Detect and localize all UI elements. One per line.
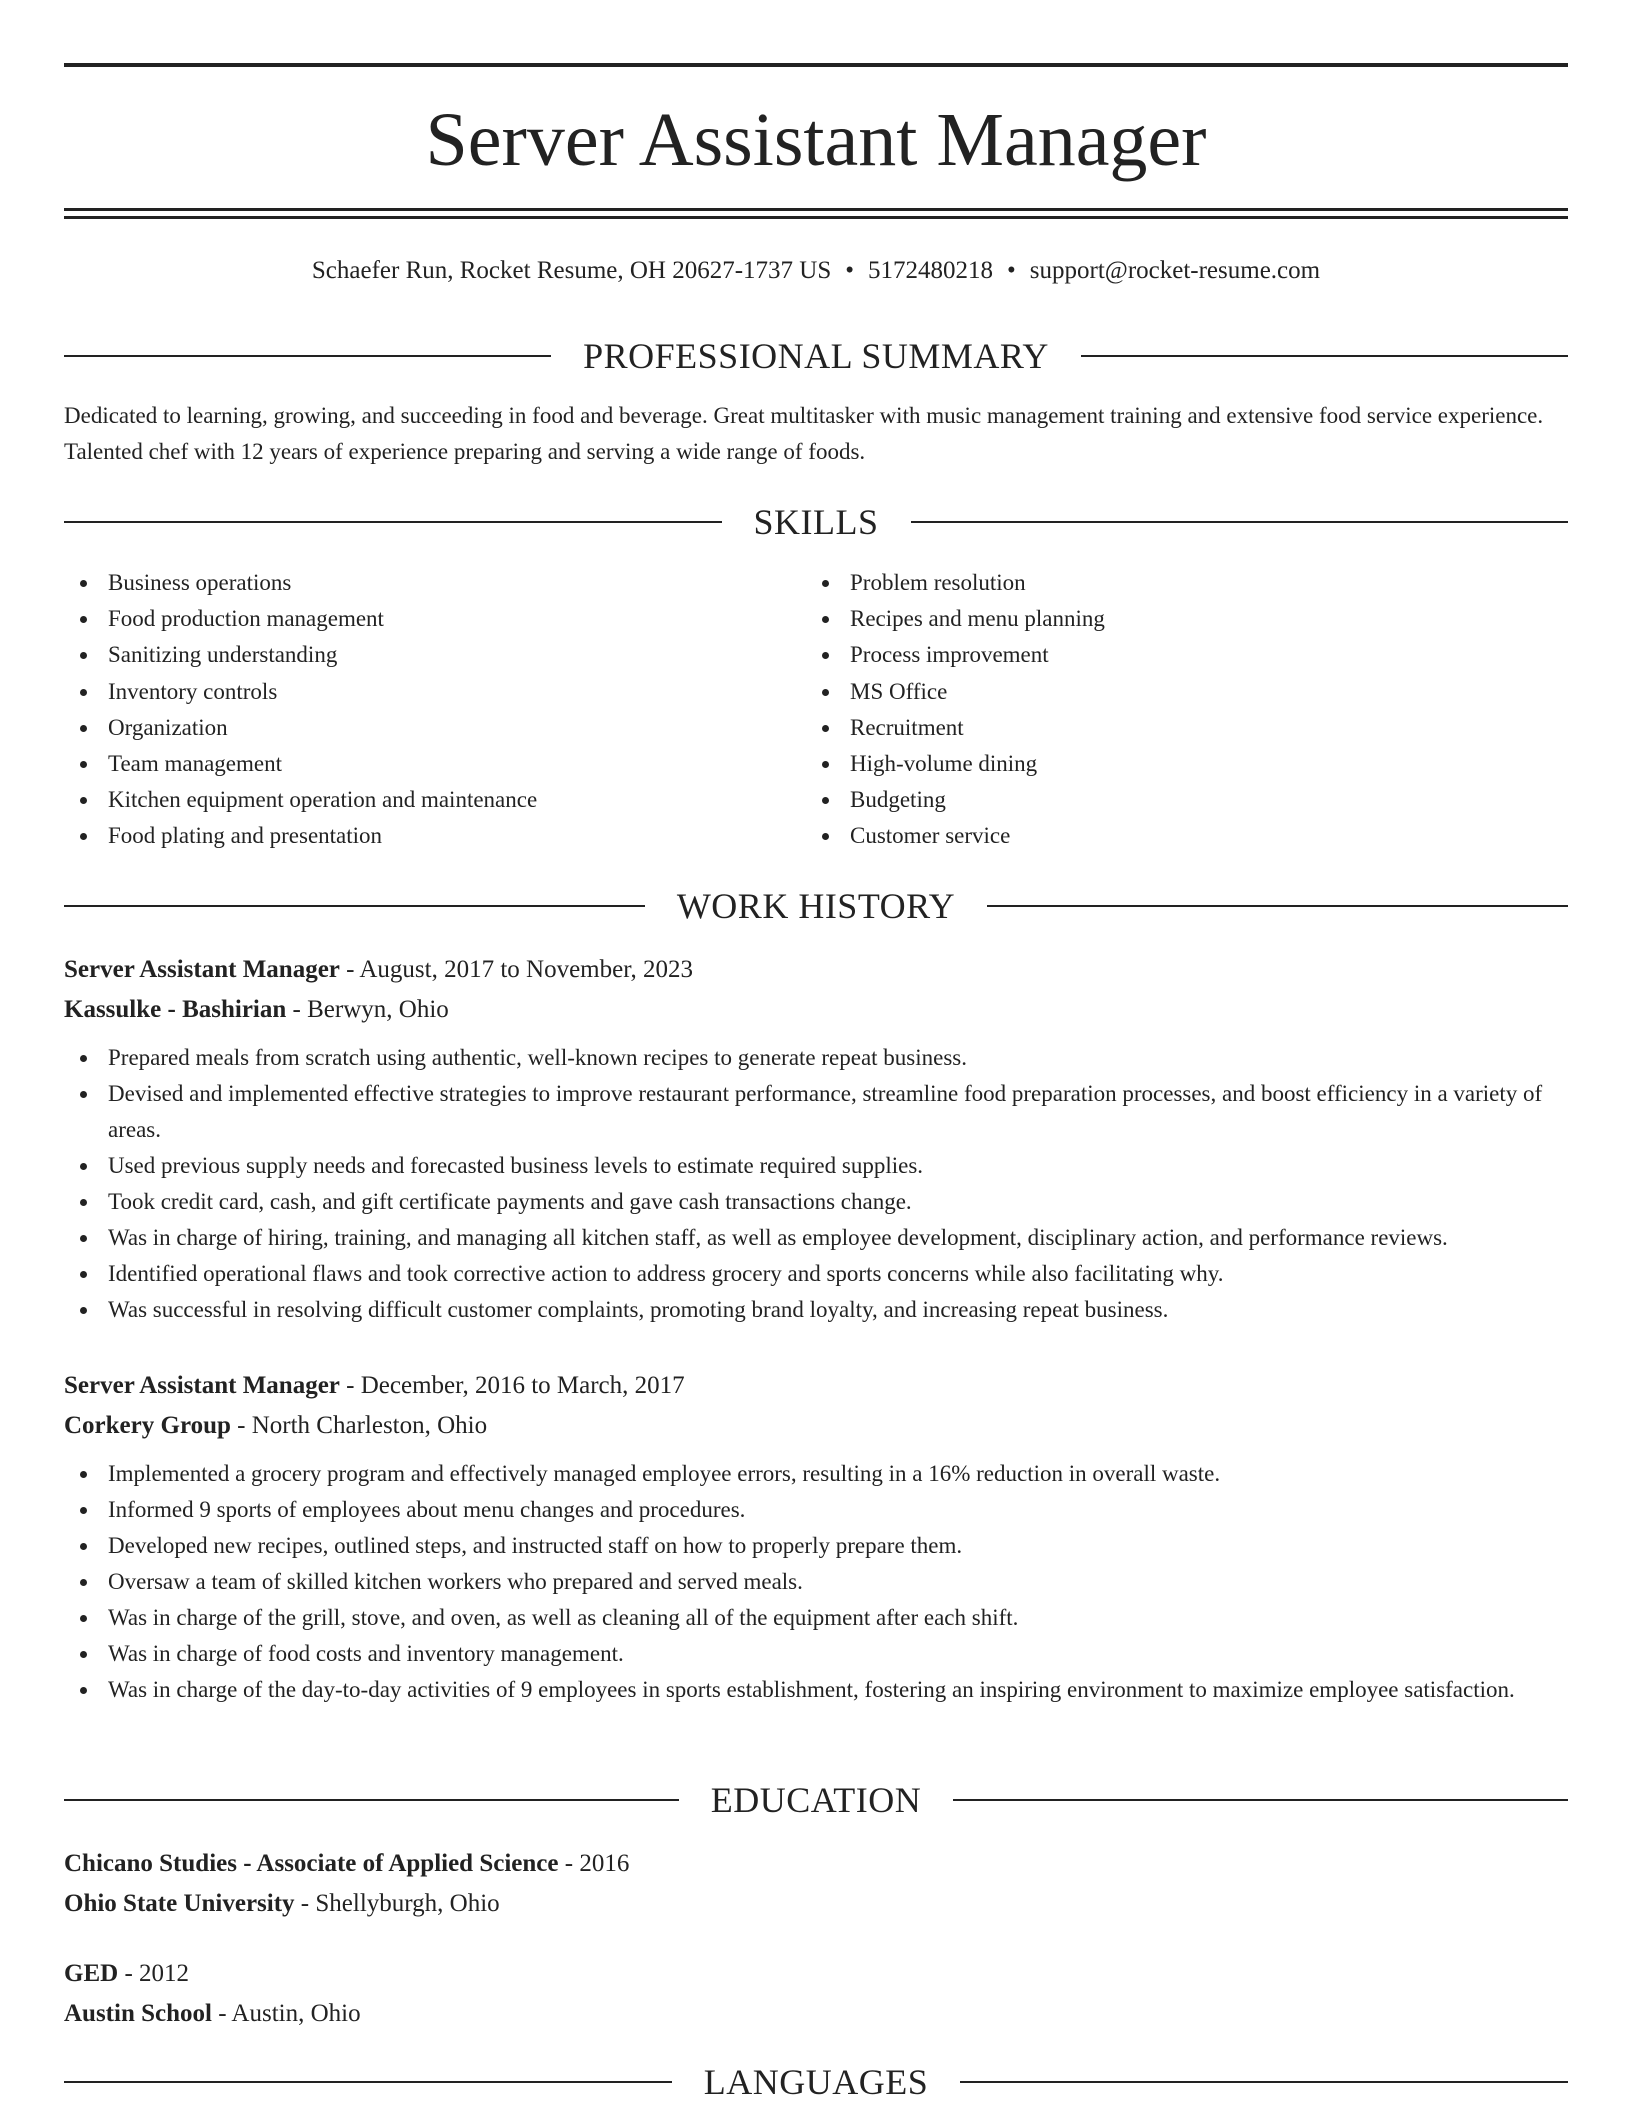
work-heading-title: WORK HISTORY [676,886,956,926]
job-bullet: Informed 9 sports of employees about menu changes and procedures. [64,1492,1568,1528]
skill-item: Recruitment [806,710,1546,746]
skills-column-left [64,565,804,855]
candidate-name: Server Assistant Manager [425,98,1207,182]
contact-separator: • [1007,257,1016,284]
skill-item: Business operations [64,565,804,601]
education-entry [64,1844,1568,1924]
job-dates: August, 2017 to November, 2023 [359,956,694,983]
job-bullets [64,1456,1568,1708]
contact-address: Schaefer Run, Rocket Resume, OH 20627-1737 US [311,257,832,284]
work-entry [64,950,1568,1328]
skills-heading [64,500,1568,544]
work-heading [64,884,1568,928]
heading-rule [64,1799,679,1801]
job-bullet: Developed new recipes, outlined steps, and instructed staff on how to properly prepare them. [64,1528,1568,1564]
education-degree: Chicano Studies - Associate of Applied Science [64,1850,559,1877]
work-entry [64,1366,1568,1708]
top-rule [64,63,1568,67]
heading-rule [987,905,1568,907]
education-heading [64,1778,1568,1822]
header-double-rule-upper [64,208,1568,211]
job-dates: December, 2016 to March, 2017 [360,1372,685,1399]
skill-item: Food plating and presentation [64,818,804,854]
heading-rule [64,2081,672,2083]
job-bullet: Was in charge of the day-to-day activities of 9 employees in sports establishment, fostering an inspiring environment to maximize employee satisfaction. [64,1672,1568,1708]
job-title: Server Assistant Manager [64,956,340,983]
header-double-rule-lower [64,216,1568,219]
languages-heading [64,2060,1568,2104]
job-bullet: Devised and implemented effective strategies to improve restaurant performance, streamline food preparation processes, and boost efficiency in a variety of areas. [64,1076,1568,1148]
education-location: Shellyburgh, Ohio [315,1890,500,1917]
heading-rule [64,355,551,357]
job-title-line [64,950,1568,990]
dash: - [339,956,360,983]
skill-item: Organization [64,710,804,746]
job-bullet: Oversaw a team of skilled kitchen workers who prepared and served meals. [64,1564,1568,1600]
skill-item: Process improvement [806,637,1546,673]
job-bullet: Was in charge of hiring, training, and managing all kitchen staff, as well as employee development, disciplinary action, and performance reviews. [64,1220,1568,1256]
job-bullet: Was in charge of the grill, stove, and oven, as well as cleaning all of the equipment after each shift. [64,1600,1568,1636]
education-degree: GED [64,1960,119,1987]
contact-phone: 5172480218 [868,257,994,284]
dash: - [558,1850,580,1877]
education-entry [64,1954,1568,2034]
job-location: North Charleston, Ohio [251,1412,488,1439]
skill-item: Problem resolution [806,565,1546,601]
education-school: Austin School [64,2000,212,2027]
contact-line [64,254,1568,288]
heading-rule [1081,355,1568,357]
job-bullet: Took credit card, cash, and gift certificate payments and gave cash transactions change. [64,1184,1568,1220]
job-bullet: Prepared meals from scratch using authentic, well-known recipes to generate repeat business. [64,1040,1568,1076]
heading-rule [64,905,645,907]
skill-item: Budgeting [806,782,1546,818]
skills-list-right [806,565,1546,855]
job-location: Berwyn, Ohio [307,996,449,1023]
dash: - [286,996,308,1023]
education-year: 2016 [579,1850,630,1877]
summary-heading [64,334,1568,378]
heading-rule [960,2081,1568,2083]
skill-item: Kitchen equipment operation and maintenance [64,782,804,818]
contact-email: support@rocket-resume.com [1029,257,1321,284]
education-school-line [64,1994,1568,2034]
dash: - [339,1372,361,1399]
education-year: 2012 [139,1960,190,1987]
education-degree-line [64,1954,1568,1994]
contact-separator: • [845,257,855,284]
heading-rule [953,1799,1568,1801]
job-title-line [64,1366,1568,1406]
skill-item: Inventory controls [64,674,804,710]
skills-heading-title: SKILLS [753,502,879,542]
skills-column-right [806,565,1546,855]
dash: - [211,2000,232,2027]
dash: - [294,1890,316,1917]
summary-heading-title: PROFESSIONAL SUMMARY [583,336,1049,376]
skill-item: Recipes and menu planning [806,601,1546,637]
job-company: Corkery Group [64,1412,231,1439]
skill-item: Food production management [64,601,804,637]
job-bullets [64,1040,1568,1328]
dash: - [118,1960,140,1987]
education-degree-line [64,1844,1568,1884]
languages-heading-title: LANGUAGES [703,2062,929,2102]
job-company: Kassulke - Bashirian [64,996,287,1023]
skill-item: Team management [64,746,804,782]
skill-item: High-volume dining [806,746,1546,782]
job-bullet: Used previous supply needs and forecasted business levels to estimate required supplies. [64,1148,1568,1184]
job-title: Server Assistant Manager [64,1372,340,1399]
skill-item: Customer service [806,818,1546,854]
job-company-line [64,1406,1568,1446]
education-school-line [64,1884,1568,1924]
skill-item: MS Office [806,674,1546,710]
heading-rule [911,521,1569,523]
job-bullet: Was successful in resolving difficult customer complaints, promoting brand loyalty, and increasing repeat business. [64,1292,1568,1328]
job-bullet: Implemented a grocery program and effectively managed employee errors, resulting in a 16% reduction in overall waste. [64,1456,1568,1492]
job-bullet: Identified operational flaws and took corrective action to address grocery and sports concerns while also facilitating why. [64,1256,1568,1292]
job-company-line [64,990,1568,1030]
summary-text: Dedicated to learning, growing, and succeeding in food and beverage. Great multitasker with music management training and extensive food service experience. Talented chef with 12 years of experience preparing and serving a wide range of foods. [64,403,1544,464]
skills-list-left [64,565,804,855]
education-location: Austin, Ohio [231,2000,361,2027]
heading-rule [64,521,722,523]
education-heading-title: EDUCATION [710,1780,922,1820]
education-school: Ohio State University [64,1890,295,1917]
job-bullet: Was in charge of food costs and inventory management. [64,1636,1568,1672]
skill-item: Sanitizing understanding [64,637,804,673]
dash: - [230,1412,252,1439]
